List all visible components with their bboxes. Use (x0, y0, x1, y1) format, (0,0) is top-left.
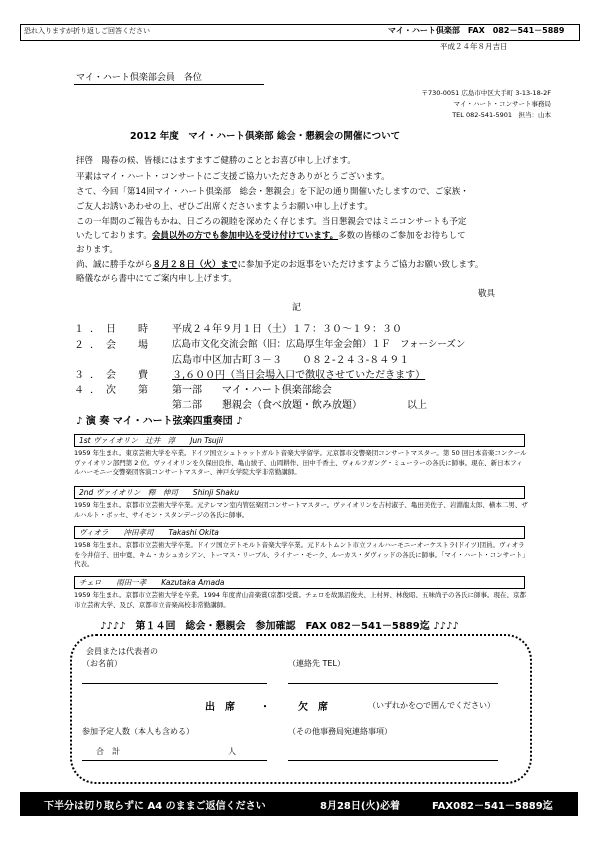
addressee-underline (74, 84, 264, 85)
member-name-label-1: 会員または代表者の (86, 647, 158, 656)
item-label-venue: ２．会 場 (74, 340, 154, 351)
confirm-title: ♪♪♪♪ 第１４回 総会・懇親会 参加確認 FAX 082－541－5889迄 ♪♪♪♪ (100, 621, 459, 632)
body-line-9: 略儀ながら書中にてご案内申し上げます。 (76, 274, 237, 284)
footer-deadline: 8月28日(火)必着 (320, 801, 401, 812)
deadline: ８月２８日（火）まで (152, 260, 238, 270)
item-value-venue: 広島市文化交流会館（旧：広島厚生年金会館）１Ｆ フォーシーズン (172, 339, 466, 350)
member-bio-3: 1958 年生まれ。京都市立芸術大学卒業。ドイツ国立デトモルト音楽大学卒業。元ドルトムント市立フィルハーモニーオーケストラ(ドイツ)団員。ヴィオラを今井信子、田中寛、キム・カシュカシアン、トーマス・リーブル、ライナー・モーク、ルーカス・ダヴィッドの各氏に師事。「マイ・ハート・コンサート」代表。 (74, 541, 529, 568)
absent-option[interactable]: 欠 席 (298, 702, 328, 713)
member-name-label-2: （お名前） (82, 659, 122, 668)
item-label-datetime: １．日 時 (74, 324, 154, 335)
item-value-fee: ３,６００円（当日会場入口で徴収させていただきます） (172, 370, 426, 381)
tel-write-line[interactable] (288, 683, 498, 684)
body-line-6 (76, 229, 466, 241)
body-line-1: 拝啓 陽春の候、皆様にはますますご健勝のこととお喜び申し上げます。 (76, 156, 356, 166)
nonmember-notice: 会員以外の方でも参加申込を受け付けています。 (151, 231, 339, 241)
attend-option[interactable]: 出 席 (205, 702, 235, 713)
count-write-line[interactable] (82, 760, 267, 761)
tel-label: （連絡先 TEL） (288, 659, 345, 668)
header-right-contact: マイ・ハート倶楽部 FAX 082－541－5889 (388, 26, 565, 35)
body-line-2: 平素はマイ・ハート・コンサートにご支援ご協力いただきありがとうございます。 (76, 172, 390, 182)
member-name-2: 2nd ヴァイオリン 釋 伸司 Shinji Shaku (74, 486, 525, 499)
member-name-4: チェロ 雨田一孝 Kazutaka Amada (74, 576, 525, 589)
count-label: 参加予定人数（本人も含める） (82, 727, 194, 736)
sender-tel: TEL 082-541-5901 担当：山本 (452, 111, 551, 119)
body-line-7: おります。 (76, 245, 118, 255)
item-value-datetime: 平成２４年９月１日（土）１７：３０～１９：３０ (172, 324, 402, 335)
ki-mark: 記 (292, 303, 302, 313)
other-write-line[interactable] (288, 760, 498, 761)
body-line-8 (76, 258, 483, 270)
body-line-6c: 多数の皆様のご参加をお待ちして (338, 231, 466, 241)
total-label: 合 計 (96, 747, 120, 756)
performance-title: ♪ 演 奏 マイ・ハート弦楽四重奏団 ♪ (76, 416, 243, 427)
item-label-fee: ３．会 費 (74, 370, 154, 381)
footer-return-note: 下半分は切り取らずに A4 のままご返信ください (44, 801, 266, 812)
other-label: （その他事務局宛連絡事項） (288, 727, 392, 736)
choose-note: （いずれかを○で囲んでください） (368, 701, 495, 710)
document-date: 平成２４年８月吉日 (440, 42, 508, 51)
member-bio-1: 1959 年生まれ。東京芸術大学を卒業。ドイツ国立シュトゥットガルト音楽大学留学。元京都市交響楽団コンサートマスター。第 50 回日本音楽コンクールヴァイオリン部門第 2 位。ヴァイオリンを久保田良作、亀山綾子、山岡耕作、田中千香土、ヴォルフガング・ミューラーの各氏に師事。現在、新日本フィルハーモニー交響楽団客演コンサートマスター、神戸女学院大学非常勤講師。 (74, 449, 527, 476)
document-title: 2012 年度 マイ・ハート倶楽部 総会・懇親会の開催について (130, 131, 401, 142)
person-unit: 人 (228, 747, 236, 756)
header-left-note: 恐れ入りますが折り返しご回答ください (24, 27, 150, 35)
name-write-line[interactable] (82, 683, 267, 684)
body-line-5: この一年間のご報告もかね、日ごろの親睦を深めたく存じます。当日懇親会ではミニコンサートも予定 (76, 217, 467, 227)
body-line-8c: に参加予定のお返事をいただけますようご協力お願い致します。 (237, 260, 484, 270)
item-label-program: ４．次 第 (74, 385, 154, 396)
option-separator: ・ (260, 702, 270, 713)
body-line-3: さて、今回「第14回マイ・ハート倶楽部 総会・懇親会」を下記の通り開催いたしますので、ご家族・ (76, 187, 469, 197)
sender-address: 〒730-0051 広島市中区大手町 3-13-18-2F (421, 89, 551, 97)
closing-keigu: 敬具 (478, 289, 496, 299)
item-value-program-1: 第一部 マイ・ハート倶楽部総会 (172, 385, 332, 396)
body-line-6a: いたしております。 (76, 231, 152, 241)
body-line-4: ご友人お誘いあわせの上、ぜひご出席くださいますようお願い申し上げます。 (76, 202, 373, 212)
member-name-1: 1st ヴァイオリン 辻井 淳 Jun Tsujii (74, 434, 525, 447)
sender-org: マイ・ハート・コンサート事務局 (453, 100, 551, 108)
member-name-3: ヴィオラ 沖田孝司 Takashi Okita (74, 526, 525, 539)
addressee: マイ・ハート倶楽部会員 各位 (76, 73, 202, 83)
item-value-program-2: 第二部 懇親会（食べ放題・飲み放題） 以上 (172, 400, 427, 411)
body-line-8a: 尚、誠に勝手ながら (76, 260, 153, 270)
footer-bar (20, 792, 578, 816)
footer-fax: FAX082－541－5889迄 (432, 801, 553, 812)
member-bio-4: 1959 年生まれ。京都市立芸術大学を卒業。1994 年度青山音楽賞(京都)受賞。チェロを故黒沼俊夫、上村昇、林俊昭、五味尚子の各氏に師事。現在、京都市立芸術大学、及び、京都市立音楽高校非常勤講師。 (74, 591, 526, 609)
member-bio-2: 1959 年生まれ。京都市立芸術大学卒業。元テレマン室内管弦楽団コンサートマスター。ヴァイオリンを吉村淑子、亀田美佐子、岩淵龍太郎、横本二男、ザルハルト・ボッセ、サイモン・スタンデージの各氏に師事。 (74, 501, 528, 519)
item-value-venue-address: 広島市中区加古町３－３ ０８２-２４３-８４９１ (172, 355, 410, 366)
